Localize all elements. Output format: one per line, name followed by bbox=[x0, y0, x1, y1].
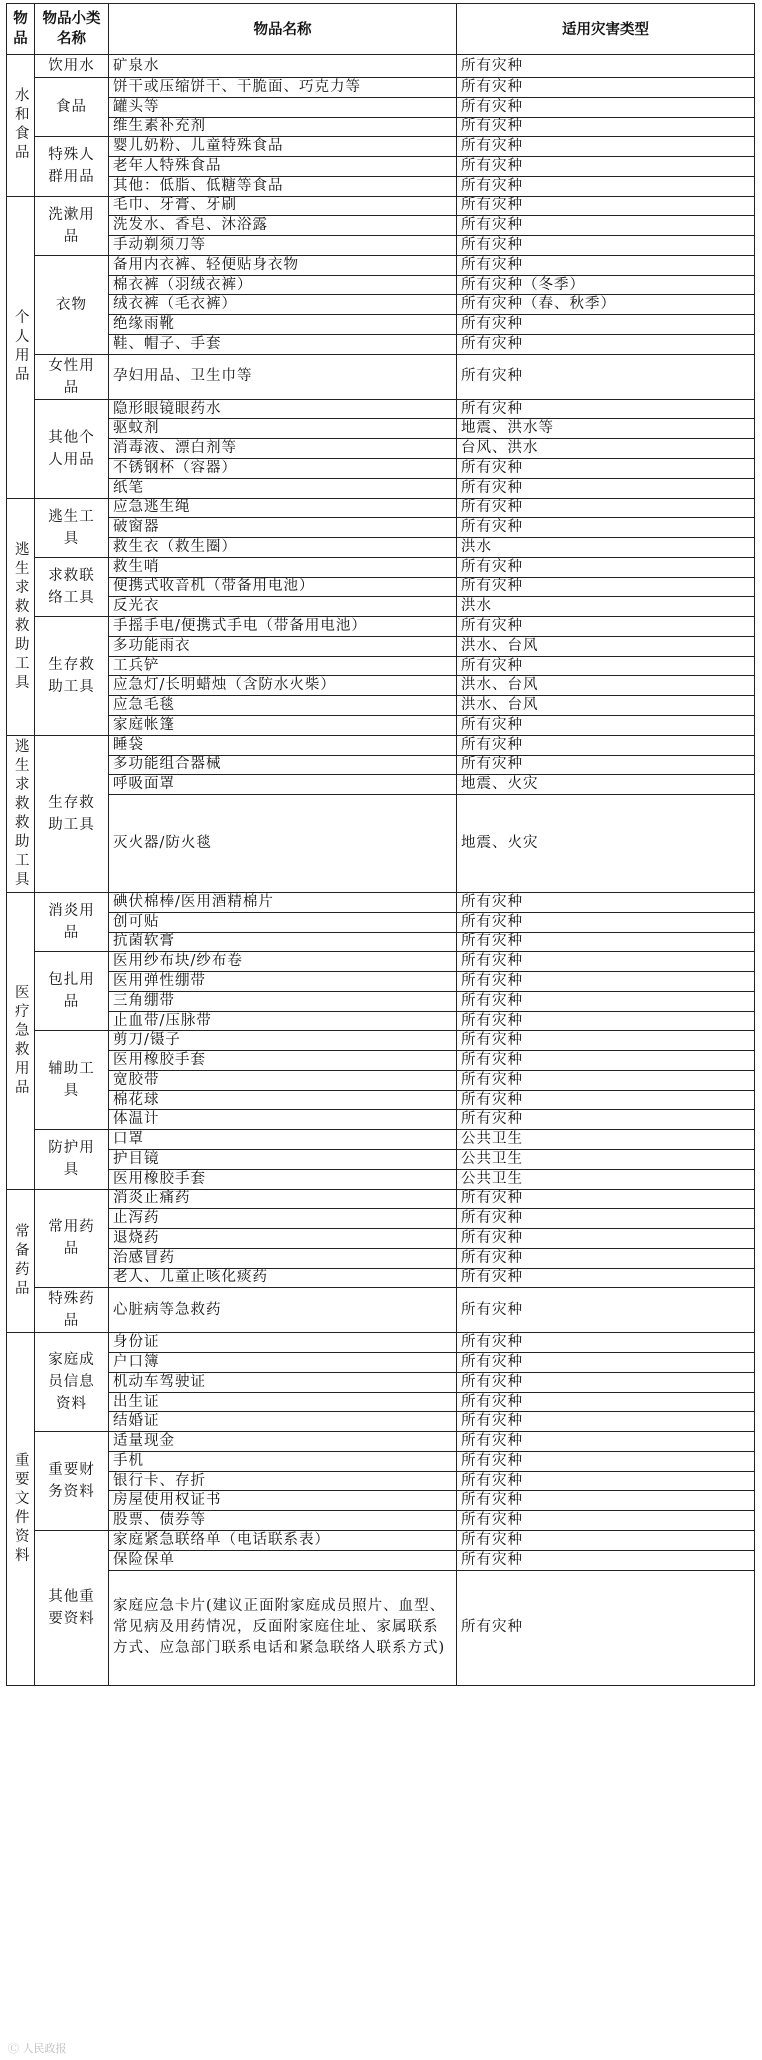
disaster-type-cell: 所有灾种 bbox=[457, 1353, 755, 1373]
subcategory-cell: 食品 bbox=[35, 78, 109, 137]
table-row bbox=[7, 1372, 755, 1392]
disaster-type-cell: 所有灾种 bbox=[457, 952, 755, 972]
subcategory-cell: 饮用水 bbox=[35, 55, 109, 78]
item-name-cell: 多功能雨衣 bbox=[109, 636, 457, 656]
item-name-cell: 手机 bbox=[109, 1451, 457, 1471]
disaster-type-cell: 公共卫生 bbox=[457, 1130, 755, 1150]
table-row bbox=[7, 459, 755, 479]
item-name-cell: 护目镜 bbox=[109, 1149, 457, 1169]
disaster-type-cell: 洪水 bbox=[457, 538, 755, 558]
disaster-type-cell: 洪水、台风 bbox=[457, 676, 755, 696]
disaster-type-cell: 所有灾种 bbox=[457, 518, 755, 538]
disaster-type-cell: 所有灾种 bbox=[457, 1209, 755, 1229]
table-row bbox=[7, 176, 755, 196]
category-cell: 逃生求救救助工具 bbox=[7, 735, 35, 892]
item-name-cell: 矿泉水 bbox=[109, 55, 457, 78]
item-name-cell: 剪刀/镊子 bbox=[109, 1031, 457, 1051]
disaster-type-cell: 所有灾种 bbox=[457, 1550, 755, 1570]
disaster-type-cell: 所有灾种 bbox=[457, 1229, 755, 1249]
table-row bbox=[7, 1451, 755, 1471]
category-cell: 水和食品 bbox=[7, 55, 35, 197]
table-row bbox=[7, 1209, 755, 1229]
table-row bbox=[7, 1189, 755, 1209]
item-name-cell: 洗发水、香皂、沐浴露 bbox=[109, 216, 457, 236]
item-name-cell: 呼吸面罩 bbox=[109, 775, 457, 795]
disaster-type-cell: 所有灾种 bbox=[457, 176, 755, 196]
disaster-type-cell: 所有灾种 bbox=[457, 577, 755, 597]
header-row bbox=[7, 4, 755, 55]
table-row bbox=[7, 55, 755, 78]
item-name-cell: 机动车驾驶证 bbox=[109, 1372, 457, 1392]
item-name-cell: 抗菌软膏 bbox=[109, 932, 457, 952]
table-row bbox=[7, 216, 755, 236]
disaster-type-cell: 所有灾种 bbox=[457, 1051, 755, 1071]
table-row bbox=[7, 1051, 755, 1071]
item-name-cell: 破窗器 bbox=[109, 518, 457, 538]
item-name-cell: 医用橡胶手套 bbox=[109, 1051, 457, 1071]
table-row bbox=[7, 735, 755, 755]
item-name-cell: 婴儿奶粉、儿童特殊食品 bbox=[109, 137, 457, 157]
item-name-cell: 鞋、帽子、手套 bbox=[109, 334, 457, 354]
disaster-type-cell: 公共卫生 bbox=[457, 1149, 755, 1169]
subcategory-cell: 其他重要资料 bbox=[35, 1531, 109, 1686]
disaster-type-cell: 所有灾种 bbox=[457, 1333, 755, 1353]
disaster-type-cell: 所有灾种 bbox=[457, 55, 755, 78]
disaster-type-cell: 所有灾种 bbox=[457, 478, 755, 498]
item-name-cell: 手摇手电/便携式手电（带备用电池） bbox=[109, 617, 457, 637]
disaster-type-cell: 所有灾种 bbox=[457, 1511, 755, 1531]
subcategory-cell: 家庭成员信息资料 bbox=[35, 1333, 109, 1432]
subcategory-cell: 包扎用品 bbox=[35, 952, 109, 1031]
table-row bbox=[7, 1511, 755, 1531]
watermark: Ⓒ 人民政报 bbox=[8, 2042, 67, 2055]
table-row bbox=[7, 157, 755, 177]
disaster-type-cell: 洪水、台风 bbox=[457, 636, 755, 656]
disaster-type-cell: 所有灾种 bbox=[457, 117, 755, 137]
item-name-cell: 救生衣（救生圈） bbox=[109, 538, 457, 558]
header-item-name: 物品名称 bbox=[109, 4, 457, 55]
disaster-type-cell: 洪水 bbox=[457, 597, 755, 617]
table-row bbox=[7, 1248, 755, 1268]
disaster-type-cell: 所有灾种 bbox=[457, 236, 755, 256]
table-row bbox=[7, 1149, 755, 1169]
table-row bbox=[7, 1229, 755, 1249]
table-row bbox=[7, 518, 755, 538]
subcategory-cell: 常用药品 bbox=[35, 1189, 109, 1288]
item-name-cell: 家庭应急卡片(建议正面附家庭成员照片、血型、常见病及用药情况，反面附家庭住址、家属联系方式、应急部门联系电话和紧急联络人联系方式) bbox=[109, 1570, 457, 1685]
item-name-cell: 家庭紧急联络单（电话联系表） bbox=[109, 1531, 457, 1551]
subcategory-cell: 特殊人群用品 bbox=[35, 137, 109, 196]
item-name-cell: 创可贴 bbox=[109, 912, 457, 932]
table-row bbox=[7, 137, 755, 157]
item-name-cell: 其他：低脂、低糖等食品 bbox=[109, 176, 457, 196]
item-name-cell: 医用弹性绷带 bbox=[109, 972, 457, 992]
disaster-type-cell: 所有灾种 bbox=[457, 334, 755, 354]
disaster-type-cell: 所有灾种 bbox=[457, 972, 755, 992]
header-disaster-type: 适用灾害类型 bbox=[457, 4, 755, 55]
disaster-type-cell: 所有灾种 bbox=[457, 459, 755, 479]
item-name-cell: 睡袋 bbox=[109, 735, 457, 755]
disaster-type-cell: 洪水、台风 bbox=[457, 696, 755, 716]
disaster-type-cell: 所有灾种 bbox=[457, 912, 755, 932]
item-name-cell: 饼干或压缩饼干、干脆面、巧克力等 bbox=[109, 78, 457, 98]
disaster-type-cell: 公共卫生 bbox=[457, 1169, 755, 1189]
disaster-type-cell: 所有灾种 bbox=[457, 354, 755, 399]
header-category: 物品 bbox=[7, 4, 35, 55]
subcategory-cell: 其他个人用品 bbox=[35, 399, 109, 498]
disaster-type-cell: 所有灾种 bbox=[457, 1491, 755, 1511]
disaster-type-cell: 台风、洪水 bbox=[457, 439, 755, 459]
table-row bbox=[7, 893, 755, 913]
item-name-cell: 棉花球 bbox=[109, 1090, 457, 1110]
item-name-cell: 三角绷带 bbox=[109, 991, 457, 1011]
table-row bbox=[7, 1353, 755, 1373]
item-name-cell: 心脏病等急救药 bbox=[109, 1288, 457, 1333]
table-row bbox=[7, 1531, 755, 1551]
disaster-type-cell: 地震、火灾 bbox=[457, 775, 755, 795]
category-cell: 常备药品 bbox=[7, 1189, 35, 1333]
item-name-cell: 消毒液、漂白剂等 bbox=[109, 439, 457, 459]
subcategory-cell: 女性用品 bbox=[35, 354, 109, 399]
table-row bbox=[7, 1550, 755, 1570]
item-name-cell: 便携式收音机（带备用电池） bbox=[109, 577, 457, 597]
table-row bbox=[7, 795, 755, 893]
table-row bbox=[7, 478, 755, 498]
item-name-cell: 不锈钢杯（容器） bbox=[109, 459, 457, 479]
table-row bbox=[7, 196, 755, 216]
table-row bbox=[7, 1570, 755, 1685]
item-name-cell: 退烧药 bbox=[109, 1229, 457, 1249]
disaster-type-cell: 所有灾种 bbox=[457, 157, 755, 177]
item-name-cell: 保险保单 bbox=[109, 1550, 457, 1570]
item-name-cell: 适量现金 bbox=[109, 1432, 457, 1452]
subcategory-cell: 生存救助工具 bbox=[35, 735, 109, 892]
item-name-cell: 应急逃生绳 bbox=[109, 498, 457, 518]
item-name-cell: 驱蚊剂 bbox=[109, 419, 457, 439]
table-row bbox=[7, 354, 755, 399]
table-row bbox=[7, 617, 755, 637]
disaster-type-cell: 所有灾种 bbox=[457, 1090, 755, 1110]
table-row bbox=[7, 236, 755, 256]
item-name-cell: 隐形眼镜眼药水 bbox=[109, 399, 457, 419]
subcategory-cell: 消炎用品 bbox=[35, 893, 109, 952]
table-row bbox=[7, 498, 755, 518]
disaster-type-cell: 所有灾种 bbox=[457, 557, 755, 577]
table-row bbox=[7, 557, 755, 577]
table-row bbox=[7, 1491, 755, 1511]
disaster-type-cell: 所有灾种 bbox=[457, 216, 755, 236]
table-row bbox=[7, 696, 755, 716]
item-name-cell: 应急灯/长明蜡烛（含防水火柴） bbox=[109, 676, 457, 696]
disaster-type-cell: 所有灾种 bbox=[457, 1392, 755, 1412]
disaster-type-cell: 所有灾种 bbox=[457, 498, 755, 518]
disaster-type-cell: 所有灾种 bbox=[457, 715, 755, 735]
table-row bbox=[7, 656, 755, 676]
table-row bbox=[7, 636, 755, 656]
item-name-cell: 医用橡胶手套 bbox=[109, 1169, 457, 1189]
item-name-cell: 治感冒药 bbox=[109, 1248, 457, 1268]
item-name-cell: 医用纱布块/纱布卷 bbox=[109, 952, 457, 972]
supply-table bbox=[6, 3, 755, 1686]
item-name-cell: 消炎止痛药 bbox=[109, 1189, 457, 1209]
item-name-cell: 毛巾、牙膏、牙刷 bbox=[109, 196, 457, 216]
disaster-type-cell: 所有灾种 bbox=[457, 1531, 755, 1551]
table-row bbox=[7, 1392, 755, 1412]
table-row bbox=[7, 991, 755, 1011]
disaster-type-cell: 所有灾种（春、秋季） bbox=[457, 295, 755, 315]
disaster-type-cell: 所有灾种（冬季） bbox=[457, 275, 755, 295]
item-name-cell: 维生素补充剂 bbox=[109, 117, 457, 137]
disaster-type-cell: 所有灾种 bbox=[457, 617, 755, 637]
disaster-type-cell: 所有灾种 bbox=[457, 255, 755, 275]
disaster-type-cell: 所有灾种 bbox=[457, 735, 755, 755]
item-name-cell: 出生证 bbox=[109, 1392, 457, 1412]
item-name-cell: 止血带/压脉带 bbox=[109, 1011, 457, 1031]
disaster-type-cell: 所有灾种 bbox=[457, 1189, 755, 1209]
item-name-cell: 户口簿 bbox=[109, 1353, 457, 1373]
table-row bbox=[7, 1169, 755, 1189]
table-row bbox=[7, 1432, 755, 1452]
disaster-type-cell: 所有灾种 bbox=[457, 1288, 755, 1333]
disaster-type-cell: 所有灾种 bbox=[457, 932, 755, 952]
item-name-cell: 反光衣 bbox=[109, 597, 457, 617]
subcategory-cell: 衣物 bbox=[35, 255, 109, 354]
table-row bbox=[7, 1333, 755, 1353]
disaster-type-cell: 所有灾种 bbox=[457, 1372, 755, 1392]
item-name-cell: 灭火器/防火毯 bbox=[109, 795, 457, 893]
disaster-type-cell: 所有灾种 bbox=[457, 991, 755, 1011]
item-name-cell: 宽胶带 bbox=[109, 1070, 457, 1090]
item-name-cell: 家庭帐篷 bbox=[109, 715, 457, 735]
table-row bbox=[7, 1130, 755, 1150]
table-row bbox=[7, 775, 755, 795]
table-row bbox=[7, 439, 755, 459]
table-row bbox=[7, 1288, 755, 1333]
disaster-type-cell: 所有灾种 bbox=[457, 1070, 755, 1090]
disaster-type-cell: 所有灾种 bbox=[457, 97, 755, 117]
item-name-cell: 绝缘雨靴 bbox=[109, 315, 457, 335]
disaster-type-cell: 所有灾种 bbox=[457, 1110, 755, 1130]
table-row bbox=[7, 399, 755, 419]
table-row bbox=[7, 334, 755, 354]
disaster-type-cell: 所有灾种 bbox=[457, 1031, 755, 1051]
item-name-cell: 多功能组合器械 bbox=[109, 755, 457, 775]
item-name-cell: 救生哨 bbox=[109, 557, 457, 577]
item-name-cell: 口罩 bbox=[109, 1130, 457, 1150]
disaster-type-cell: 所有灾种 bbox=[457, 893, 755, 913]
category-cell: 重要文件资料 bbox=[7, 1333, 35, 1685]
item-name-cell: 罐头等 bbox=[109, 97, 457, 117]
item-name-cell: 应急毛毯 bbox=[109, 696, 457, 716]
subcategory-cell: 求救联络工具 bbox=[35, 557, 109, 616]
disaster-type-cell: 所有灾种 bbox=[457, 1570, 755, 1685]
item-name-cell: 房屋使用权证书 bbox=[109, 1491, 457, 1511]
table-row bbox=[7, 1110, 755, 1130]
table-row bbox=[7, 295, 755, 315]
item-name-cell: 绒衣裤（毛衣裤） bbox=[109, 295, 457, 315]
table-row bbox=[7, 1412, 755, 1432]
table-row bbox=[7, 1268, 755, 1288]
item-name-cell: 结婚证 bbox=[109, 1412, 457, 1432]
subcategory-cell: 防护用具 bbox=[35, 1130, 109, 1189]
subcategory-cell: 洗漱用品 bbox=[35, 196, 109, 255]
table-row bbox=[7, 755, 755, 775]
item-name-cell: 工兵铲 bbox=[109, 656, 457, 676]
table-row bbox=[7, 952, 755, 972]
table-row bbox=[7, 1011, 755, 1031]
table-row bbox=[7, 715, 755, 735]
disaster-type-cell: 所有灾种 bbox=[457, 1451, 755, 1471]
table-row bbox=[7, 1471, 755, 1491]
disaster-type-cell: 所有灾种 bbox=[457, 755, 755, 775]
item-name-cell: 纸笔 bbox=[109, 478, 457, 498]
table-row bbox=[7, 972, 755, 992]
table-body bbox=[7, 55, 755, 1686]
item-name-cell: 棉衣裤（羽绒衣裤） bbox=[109, 275, 457, 295]
table-row bbox=[7, 1031, 755, 1051]
item-name-cell: 老人、儿童止咳化痰药 bbox=[109, 1268, 457, 1288]
subcategory-cell: 特殊药品 bbox=[35, 1288, 109, 1333]
subcategory-cell: 辅助工具 bbox=[35, 1031, 109, 1130]
subcategory-cell: 生存救助工具 bbox=[35, 617, 109, 736]
subcategory-cell: 逃生工具 bbox=[35, 498, 109, 557]
table-row bbox=[7, 255, 755, 275]
item-name-cell: 银行卡、存折 bbox=[109, 1471, 457, 1491]
category-cell: 个人用品 bbox=[7, 196, 35, 498]
table-row bbox=[7, 912, 755, 932]
disaster-type-cell: 所有灾种 bbox=[457, 196, 755, 216]
table-row bbox=[7, 538, 755, 558]
table-row bbox=[7, 78, 755, 98]
table-row bbox=[7, 315, 755, 335]
item-name-cell: 老年人特殊食品 bbox=[109, 157, 457, 177]
disaster-type-cell: 所有灾种 bbox=[457, 399, 755, 419]
table-row bbox=[7, 577, 755, 597]
table-row bbox=[7, 1090, 755, 1110]
table-row bbox=[7, 117, 755, 137]
item-name-cell: 碘伏棉棒/医用酒精棉片 bbox=[109, 893, 457, 913]
disaster-type-cell: 所有灾种 bbox=[457, 1412, 755, 1432]
item-name-cell: 体温计 bbox=[109, 1110, 457, 1130]
table-row bbox=[7, 97, 755, 117]
item-name-cell: 身份证 bbox=[109, 1333, 457, 1353]
category-cell: 医疗急救用品 bbox=[7, 893, 35, 1189]
table-row bbox=[7, 597, 755, 617]
table-row bbox=[7, 1070, 755, 1090]
disaster-type-cell: 所有灾种 bbox=[457, 656, 755, 676]
table-row bbox=[7, 275, 755, 295]
table-row bbox=[7, 419, 755, 439]
item-name-cell: 止泻药 bbox=[109, 1209, 457, 1229]
disaster-type-cell: 地震、洪水等 bbox=[457, 419, 755, 439]
disaster-type-cell: 所有灾种 bbox=[457, 1432, 755, 1452]
item-name-cell: 备用内衣裤、轻便贴身衣物 bbox=[109, 255, 457, 275]
disaster-type-cell: 所有灾种 bbox=[457, 1011, 755, 1031]
disaster-type-cell: 所有灾种 bbox=[457, 137, 755, 157]
disaster-type-cell: 所有灾种 bbox=[457, 1268, 755, 1288]
disaster-type-cell: 所有灾种 bbox=[457, 1248, 755, 1268]
disaster-type-cell: 所有灾种 bbox=[457, 1471, 755, 1491]
category-cell: 逃生求救救助工具 bbox=[7, 498, 35, 735]
disaster-type-cell: 所有灾种 bbox=[457, 315, 755, 335]
item-name-cell: 股票、债券等 bbox=[109, 1511, 457, 1531]
item-name-cell: 孕妇用品、卫生巾等 bbox=[109, 354, 457, 399]
disaster-type-cell: 地震、火灾 bbox=[457, 795, 755, 893]
subcategory-cell: 重要财务资料 bbox=[35, 1432, 109, 1531]
item-name-cell: 手动剃须刀等 bbox=[109, 236, 457, 256]
table-row bbox=[7, 676, 755, 696]
table-row bbox=[7, 932, 755, 952]
disaster-type-cell: 所有灾种 bbox=[457, 78, 755, 98]
header-subcategory: 物品小类名称 bbox=[35, 4, 109, 55]
